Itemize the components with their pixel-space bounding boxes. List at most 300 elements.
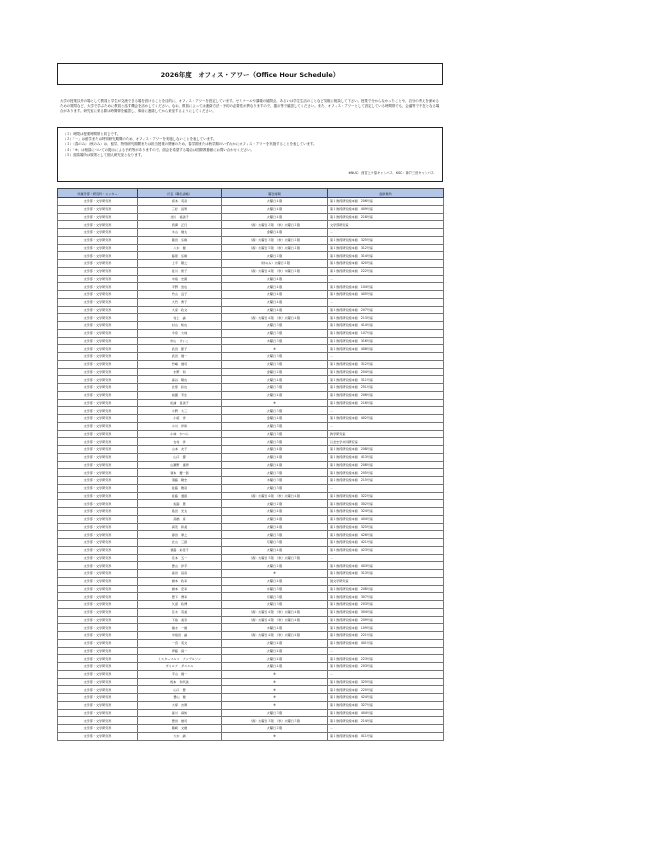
cell-department: 文学部・文学研究科 bbox=[58, 229, 138, 237]
cell-name: 島田 光太 bbox=[138, 508, 222, 516]
cell-location: 第１教授研究館本館 423号室 bbox=[328, 546, 444, 554]
cell-day-time: 火曜日４限 bbox=[222, 523, 328, 531]
table-row bbox=[58, 701, 444, 709]
table-row bbox=[58, 283, 444, 291]
cell-location: 第１教授研究館本館 316号室 bbox=[328, 337, 444, 345]
table-row bbox=[58, 314, 444, 322]
table-row bbox=[58, 453, 444, 461]
table-row bbox=[58, 531, 444, 539]
cell-name: 大木 誠 bbox=[138, 732, 222, 740]
cell-department: 文学部・文学研究科 bbox=[58, 213, 138, 221]
table-row bbox=[58, 492, 444, 500]
cell-location: 第１教授研究館本館 216号室 bbox=[328, 399, 444, 407]
cell-location: 第１教授研究館本館 223号室 bbox=[328, 655, 444, 663]
table-row bbox=[58, 477, 444, 485]
cell-day-time: 火曜日２限 bbox=[222, 725, 328, 733]
table-row bbox=[58, 438, 444, 446]
cell-name: 大竹 勇子 bbox=[138, 298, 222, 306]
table-row bbox=[58, 562, 444, 570]
table-row bbox=[58, 709, 444, 717]
cell-name: 須藤 彩佳子 bbox=[138, 546, 222, 554]
cell-department: 文学部・文学研究科 bbox=[58, 632, 138, 640]
header-location: 面談場所 bbox=[328, 189, 444, 198]
cell-location: 第１教授研究館本館 327号室 bbox=[328, 701, 444, 709]
cell-location: 第１教授研究館本館 206号室 bbox=[328, 198, 444, 206]
cell-name: 高橋 彦 bbox=[138, 515, 222, 523]
cell-location: 第１教授研究館本館 403号室 bbox=[328, 562, 444, 570]
cell-day-time: 火曜日２限 bbox=[222, 562, 328, 570]
cell-name: 中島 史朗 bbox=[138, 275, 222, 283]
table-row bbox=[58, 407, 444, 415]
table-row bbox=[58, 570, 444, 578]
cell-day-time: 木曜日３限 bbox=[222, 337, 328, 345]
cell-name: 真茂 和美 bbox=[138, 523, 222, 531]
cell-department: 文学部・文学研究科 bbox=[58, 407, 138, 415]
cell-department: 文学部・文学研究科 bbox=[58, 353, 138, 361]
table-row bbox=[58, 639, 444, 647]
cell-day-time: 火曜日４限 bbox=[222, 639, 328, 647]
cell-location: － bbox=[328, 407, 444, 415]
table-row bbox=[58, 198, 444, 206]
cell-department: 文学部・文学研究科 bbox=[58, 260, 138, 268]
table-row bbox=[58, 593, 444, 601]
cell-location: 第１教授研究館本館 408号室 bbox=[328, 345, 444, 353]
cell-name: 佐藤 雅彦 bbox=[138, 484, 222, 492]
cell-department: 文学部・文学研究科 bbox=[58, 221, 138, 229]
table-row bbox=[58, 291, 444, 299]
table-row bbox=[58, 515, 444, 523]
cell-department: 文学部・文学研究科 bbox=[58, 709, 138, 717]
cell-department: 文学部・文学研究科 bbox=[58, 601, 138, 609]
cell-name: 北山 三郎 bbox=[138, 539, 222, 547]
table-row bbox=[58, 585, 444, 593]
cell-department: 文学部・文学研究科 bbox=[58, 283, 138, 291]
cell-location: 第１教授研究館本館 414号室 bbox=[328, 322, 444, 330]
cell-location: 第１教授研究館本館 206号室 bbox=[328, 391, 444, 399]
cell-name: 楠木 一雄 bbox=[138, 624, 222, 632]
cell-location: 第１教授研究館本館 208号室 bbox=[328, 585, 444, 593]
cell-location: 第１教授研究館本館 322号室 bbox=[328, 492, 444, 500]
table-row bbox=[58, 523, 444, 531]
cell-name: 橋本 政幸 bbox=[138, 577, 222, 585]
table-row bbox=[58, 647, 444, 655]
cell-name: 今泉 大地 bbox=[138, 329, 222, 337]
cell-department: 文学部・文学研究科 bbox=[58, 430, 138, 438]
cell-department: 文学部・文学研究科 bbox=[58, 647, 138, 655]
cell-location: － bbox=[328, 275, 444, 283]
cell-day-time: ※ bbox=[222, 670, 328, 678]
table-row bbox=[58, 446, 444, 454]
table-row bbox=[58, 725, 444, 733]
cell-day-time: 火曜日２限 bbox=[222, 252, 328, 260]
table-row bbox=[58, 601, 444, 609]
table-row bbox=[58, 221, 444, 229]
cell-day-time: 火曜日４限 bbox=[222, 275, 328, 283]
cell-day-time: 火曜日４限 bbox=[222, 391, 328, 399]
cell-location: 第１教授研究館本館 402号室 bbox=[328, 415, 444, 423]
cell-name: 豊下 博幸 bbox=[138, 593, 222, 601]
cell-name: 水野 和 bbox=[138, 368, 222, 376]
cell-location: 第１教授研究館本館 312号室 bbox=[328, 244, 444, 252]
cell-location: － bbox=[328, 725, 444, 733]
cell-department: 文学部・文学研究科 bbox=[58, 670, 138, 678]
cell-day-time: 火曜日５限 bbox=[222, 422, 328, 430]
cell-name: ガリルア ダニエル bbox=[138, 663, 222, 671]
cell-day-time: （春）火曜日４限 （秋）火曜日４限 bbox=[222, 314, 328, 322]
cell-department: 文学部・文学研究科 bbox=[58, 678, 138, 686]
table-header-row bbox=[58, 189, 444, 198]
table-row bbox=[58, 422, 444, 430]
cell-department: 文学部・文学研究科 bbox=[58, 360, 138, 368]
cell-location: 以北史学共同研究室 bbox=[328, 438, 444, 446]
table-row bbox=[58, 469, 444, 477]
table-row bbox=[58, 732, 444, 740]
cell-location: 第１教授研究館本館 218号室 bbox=[328, 213, 444, 221]
cell-department: 文学部・文学研究科 bbox=[58, 701, 138, 709]
cell-department: 文学部・文学研究科 bbox=[58, 577, 138, 585]
cell-location: － bbox=[328, 670, 444, 678]
cell-department: 文学部・文学研究科 bbox=[58, 244, 138, 252]
cell-name: 八木 健 bbox=[138, 244, 222, 252]
table-row bbox=[58, 616, 444, 624]
cell-day-time: 火曜日４限 bbox=[222, 198, 328, 206]
cell-day-time: 火曜日４限 bbox=[222, 546, 328, 554]
cell-name: 佐藤 寛 bbox=[138, 500, 222, 508]
cell-location: 第１教授研究館本館 409号室 bbox=[328, 205, 444, 213]
cell-department: 文学部・文学研究科 bbox=[58, 608, 138, 616]
cell-day-time: 金曜日４限 bbox=[222, 415, 328, 423]
cell-department: 文学部・文学研究科 bbox=[58, 469, 138, 477]
table-row bbox=[58, 577, 444, 585]
header-name: 氏名（職名省略） bbox=[138, 189, 222, 198]
cell-location: 第１教授研究館本館 208号室 bbox=[328, 461, 444, 469]
cell-department: 文学部・文学研究科 bbox=[58, 655, 138, 663]
cell-name: 平野 浩也 bbox=[138, 283, 222, 291]
cell-name: 熊本 和代美 bbox=[138, 678, 222, 686]
cell-location: 第１教授研究館本館 222号室 bbox=[328, 267, 444, 275]
table-row bbox=[58, 399, 444, 407]
table-row bbox=[58, 670, 444, 678]
cell-day-time: 金曜日４限 bbox=[222, 229, 328, 237]
cell-location: 第１教授研究館本館 413号室 bbox=[328, 453, 444, 461]
office-hour-table bbox=[57, 188, 444, 741]
table-row bbox=[58, 236, 444, 244]
cell-name: 須藤 隆史 bbox=[138, 477, 222, 485]
table-row bbox=[58, 624, 444, 632]
cell-day-time: 火曜日４限 bbox=[222, 577, 328, 585]
cell-department: 文学部・文学研究科 bbox=[58, 546, 138, 554]
cell-department: 文学部・文学研究科 bbox=[58, 508, 138, 516]
cell-location: － bbox=[328, 229, 444, 237]
cell-department: 文学部・文学研究科 bbox=[58, 322, 138, 330]
note-item: （５）面談場所は原則として個人研究室となります。 bbox=[63, 152, 145, 157]
cell-location: － bbox=[328, 647, 444, 655]
cell-day-time: （春）火曜日３限 （秋）火曜日３限 bbox=[222, 717, 328, 725]
cell-department: 文学部・文学研究科 bbox=[58, 337, 138, 345]
cell-name: 伊藤 真一 bbox=[138, 647, 222, 655]
cell-day-time: 火曜日４限 bbox=[222, 446, 328, 454]
cell-day-time: 火曜日４限 bbox=[222, 663, 328, 671]
cell-name: 北原 鈴也 bbox=[138, 384, 222, 392]
cell-name: 森谷 陽也 bbox=[138, 376, 222, 384]
table-row bbox=[58, 298, 444, 306]
cell-location: 第１教授研究館本館 304号室 bbox=[328, 608, 444, 616]
cell-name: 上平 陽之 bbox=[138, 260, 222, 268]
cell-day-time: 火曜日４限 bbox=[222, 298, 328, 306]
table-row bbox=[58, 694, 444, 702]
cell-name: 佐藤 道郎 bbox=[138, 492, 222, 500]
cell-department: 文学部・文学研究科 bbox=[58, 461, 138, 469]
cell-department: 文学部・文学研究科 bbox=[58, 329, 138, 337]
cell-location: 第１教授研究館本館 213号室 bbox=[328, 314, 444, 322]
cell-location: 第１教授研究館本館 313号室 bbox=[328, 570, 444, 578]
cell-name: 山口 豊 bbox=[138, 686, 222, 694]
cell-department: 文学部・文学研究科 bbox=[58, 267, 138, 275]
table-row bbox=[58, 260, 444, 268]
cell-department: 文学部・文学研究科 bbox=[58, 500, 138, 508]
table-row bbox=[58, 717, 444, 725]
cell-department: 文学部・文学研究科 bbox=[58, 477, 138, 485]
cell-day-time: ※ bbox=[222, 399, 328, 407]
cell-location: 第１教授研究館本館 312号室 bbox=[328, 360, 444, 368]
cell-department: 文学部・文学研究科 bbox=[58, 616, 138, 624]
cell-department: 文学部・文学研究科 bbox=[58, 236, 138, 244]
cell-location: 第１教授研究館本館 221号室 bbox=[328, 632, 444, 640]
cell-name: 坂本 英彦 bbox=[138, 198, 222, 206]
cell-name: 山本 友子 bbox=[138, 446, 222, 454]
cell-name: 西澤 正行 bbox=[138, 221, 222, 229]
cell-day-time: 木曜日３限 bbox=[222, 477, 328, 485]
cell-name: 武田 健一 bbox=[138, 353, 222, 361]
cell-department: 文学部・文学研究科 bbox=[58, 345, 138, 353]
cell-day-time: 水曜日５限 bbox=[222, 585, 328, 593]
cell-name: ミスターマルコ アンデルソン bbox=[138, 655, 222, 663]
cell-day-time: 火曜日３限 bbox=[222, 384, 328, 392]
cell-location: 教学研究室 bbox=[328, 430, 444, 438]
cell-day-time: 火曜日４限 bbox=[222, 283, 328, 291]
cell-day-time: ※ bbox=[222, 732, 328, 740]
page-title: 2026年度 オフィス・アワー（Office Hour Schedule） bbox=[57, 63, 443, 85]
table-row bbox=[58, 500, 444, 508]
cell-name: 篠田 弘樹 bbox=[138, 236, 222, 244]
cell-department: 文学部・文学研究科 bbox=[58, 562, 138, 570]
table-row bbox=[58, 539, 444, 547]
cell-location: 第１教授研究館本館 204号室 bbox=[328, 368, 444, 376]
cell-location: 第１教授研究館本館 209号室 bbox=[328, 616, 444, 624]
table-body bbox=[58, 198, 444, 741]
cell-day-time: 火曜日３限 bbox=[222, 430, 328, 438]
cell-name: 篠崎 文雄 bbox=[138, 725, 222, 733]
table-row bbox=[58, 508, 444, 516]
cell-department: 文学部・文学研究科 bbox=[58, 275, 138, 283]
table-row bbox=[58, 678, 444, 686]
note-item: （４）「※」は相談についての掲示による予約等がありますので、面会を希望する場合は国際教養館にお問い合わせください。 bbox=[63, 147, 254, 152]
cell-name: 武田 節子 bbox=[138, 345, 222, 353]
table-row bbox=[58, 306, 444, 314]
cell-location: 第１教授研究館本館 405号室 bbox=[328, 291, 444, 299]
cell-name: 小野 大三 bbox=[138, 407, 222, 415]
cell-day-time: 火曜日３限 bbox=[222, 469, 328, 477]
cell-day-time: ※ bbox=[222, 701, 328, 709]
cell-name: 花本 五一 bbox=[138, 554, 222, 562]
table-row bbox=[58, 608, 444, 616]
cell-location: 第１教授研究館本館 401号室 bbox=[328, 639, 444, 647]
cell-department: 文学部・文学研究科 bbox=[58, 523, 138, 531]
cell-day-time: 火曜日４限 bbox=[222, 205, 328, 213]
table-row bbox=[58, 229, 444, 237]
cell-department: 文学部・文学研究科 bbox=[58, 624, 138, 632]
cell-location: 第１教授研究館本館 251号室 bbox=[328, 384, 444, 392]
cell-name: 春田 厚之 bbox=[138, 531, 222, 539]
cell-location: 第１教授研究館本館 314号室 bbox=[328, 252, 444, 260]
table-row bbox=[58, 376, 444, 384]
table-row bbox=[58, 244, 444, 252]
cell-department: 文学部・文学研究科 bbox=[58, 446, 138, 454]
cell-day-time: 火曜日５限 bbox=[222, 438, 328, 446]
cell-location: 第１教授研究館本館 207号室 bbox=[328, 306, 444, 314]
cell-location: 第１教授研究館本館 109号室 bbox=[328, 624, 444, 632]
cell-name: 豊田 雄司 bbox=[138, 717, 222, 725]
table-row bbox=[58, 415, 444, 423]
cell-day-time: 火曜日３限 bbox=[222, 709, 328, 717]
table-row bbox=[58, 391, 444, 399]
note-item: （１）時限は授業時間帯と同じです。 bbox=[63, 132, 121, 136]
cell-department: 文学部・文学研究科 bbox=[58, 585, 138, 593]
cell-day-time: 火曜日４限 bbox=[222, 515, 328, 523]
note-item: （３）（春のみ）（秋のみ）は、留学、特別研究期間または担当授業の関係のため、春学期または秋学期のいずれかにオフィス・アワーを実施することを表しています。 bbox=[63, 142, 317, 147]
cell-name: 竹山 良子 bbox=[138, 291, 222, 299]
cell-location: 第１教授研究館本館 107号室 bbox=[328, 329, 444, 337]
cell-location: 第１教授研究館本館 205号室 bbox=[328, 469, 444, 477]
cell-location: 第１教授研究館本館 420号室 bbox=[328, 260, 444, 268]
cell-name: 山瀬野 康男 bbox=[138, 461, 222, 469]
cell-department: 文学部・文学研究科 bbox=[58, 438, 138, 446]
cell-day-time: （秋のみ）火曜日２限 bbox=[222, 260, 328, 268]
cell-department: 文学部・文学研究科 bbox=[58, 422, 138, 430]
cell-department: 文学部・文学研究科 bbox=[58, 205, 138, 213]
table-row bbox=[58, 484, 444, 492]
cell-location: － bbox=[328, 554, 444, 562]
cell-department: 文学部・文学研究科 bbox=[58, 484, 138, 492]
table-row bbox=[58, 322, 444, 330]
cell-name: 森田 昌彦 bbox=[138, 570, 222, 578]
cell-name: 市山 けいこ bbox=[138, 337, 222, 345]
cell-location: 第１教授研究館本館 203号室 bbox=[328, 663, 444, 671]
cell-name: 村山 知也 bbox=[138, 322, 222, 330]
table-row bbox=[58, 632, 444, 640]
cell-location: 第１教授研究館本館 325号室 bbox=[328, 523, 444, 531]
cell-location: 第１教授研究館本館 426号室 bbox=[328, 531, 444, 539]
cell-name: 村上 諭 bbox=[138, 314, 222, 322]
cell-name: 山口 優 bbox=[138, 453, 222, 461]
header-department: 所属学部・研究科・センター bbox=[58, 189, 138, 198]
cell-location: 第１教授研究館本館 421号室 bbox=[328, 539, 444, 547]
cell-day-time: （春）火曜日４限 （秋）火曜日４限 bbox=[222, 632, 328, 640]
cell-department: 文学部・文学研究科 bbox=[58, 298, 138, 306]
cell-name: 豊山 洋平 bbox=[138, 562, 222, 570]
cell-day-time: ※ bbox=[222, 345, 328, 353]
cell-department: 文学部・文学研究科 bbox=[58, 732, 138, 740]
cell-day-time: 火曜日４限 bbox=[222, 376, 328, 384]
cell-day-time: 火曜日４限 bbox=[222, 306, 328, 314]
table-row bbox=[58, 252, 444, 260]
cell-day-time: 火曜日３限 bbox=[222, 360, 328, 368]
table-row bbox=[58, 345, 444, 353]
cell-location: 第１教授研究館本館 324号室 bbox=[328, 508, 444, 516]
cell-name: 松浦 直美子 bbox=[138, 399, 222, 407]
cell-location: 国文学研究室 bbox=[328, 577, 444, 585]
cell-department: 文学部・文学研究科 bbox=[58, 694, 138, 702]
cell-name: 藤原 弘樹 bbox=[138, 252, 222, 260]
cell-name: 佐川 智子 bbox=[138, 267, 222, 275]
cell-day-time: 火曜日３限 bbox=[222, 322, 328, 330]
cell-location: 第１教授研究館本館 302号室 bbox=[328, 500, 444, 508]
notes-box bbox=[57, 127, 443, 182]
cell-location: 第１教授研究館本館 203号室 bbox=[328, 601, 444, 609]
table-row bbox=[58, 360, 444, 368]
cell-name: 下島 美奈 bbox=[138, 616, 222, 624]
cell-name: 豊山 健 bbox=[138, 694, 222, 702]
cell-day-time: （春）火曜日２限 （秋）火曜日２限 bbox=[222, 221, 328, 229]
cell-day-time: ※ bbox=[222, 570, 328, 578]
table-row bbox=[58, 655, 444, 663]
table-row bbox=[58, 267, 444, 275]
cell-department: 文学部・文学研究科 bbox=[58, 391, 138, 399]
cell-name: 須本 慶一郎 bbox=[138, 469, 222, 477]
cell-department: 文学部・文学研究科 bbox=[58, 314, 138, 322]
table-row bbox=[58, 205, 444, 213]
cell-day-time: 火曜日２限 bbox=[222, 500, 328, 508]
cell-day-time: 月曜日３限 bbox=[222, 593, 328, 601]
cell-location: 第１教授研究館本館 220号室 bbox=[328, 686, 444, 694]
header-day-time: 曜日時間 bbox=[222, 189, 328, 198]
cell-location: － bbox=[328, 422, 444, 430]
cell-day-time: 火曜日４限 bbox=[222, 461, 328, 469]
cell-location: － bbox=[328, 298, 444, 306]
cell-location: 第１教授研究館本館 411号室 bbox=[328, 732, 444, 740]
cell-location: 第１教授研究館本館 325号室 bbox=[328, 678, 444, 686]
cell-department: 文学部・文学研究科 bbox=[58, 453, 138, 461]
cell-day-time: （春）火曜日４限 （秋）火曜日４限 bbox=[222, 492, 328, 500]
cell-day-time: 火曜日３限 bbox=[222, 531, 328, 539]
cell-day-time: 火曜日４限 bbox=[222, 508, 328, 516]
cell-department: 文学部・文学研究科 bbox=[58, 368, 138, 376]
cell-department: 文学部・文学研究科 bbox=[58, 539, 138, 547]
cell-name: 大家 政文 bbox=[138, 306, 222, 314]
campus-note: ※NUC：西宮上ケ原キャンパス KSC：神戸三田キャンパス bbox=[348, 170, 434, 175]
table-row bbox=[58, 461, 444, 469]
cell-location: 第１教授研究館本館 215号室 bbox=[328, 477, 444, 485]
cell-name: 小坂 洋 bbox=[138, 415, 222, 423]
cell-name: 中島田 諭 bbox=[138, 632, 222, 640]
cell-name: 吉村 洋 bbox=[138, 438, 222, 446]
table-row bbox=[58, 554, 444, 562]
cell-day-time: 火曜日４限 bbox=[222, 453, 328, 461]
cell-name: 前園 芳生 bbox=[138, 391, 222, 399]
cell-department: 文学部・文学研究科 bbox=[58, 554, 138, 562]
cell-department: 文学部・文学研究科 bbox=[58, 384, 138, 392]
cell-department: 文学部・文学研究科 bbox=[58, 570, 138, 578]
cell-day-time: 木曜日４限 bbox=[222, 624, 328, 632]
cell-department: 文学部・文学研究科 bbox=[58, 639, 138, 647]
cell-name: 花木 英美 bbox=[138, 608, 222, 616]
cell-day-time: 火曜日３限 bbox=[222, 353, 328, 361]
table-row bbox=[58, 384, 444, 392]
cell-name: 大塚 吉貴 bbox=[138, 701, 222, 709]
table-row bbox=[58, 353, 444, 361]
cell-location: 第１教授研究館本館 307号室 bbox=[328, 593, 444, 601]
cell-day-time: ※ bbox=[222, 694, 328, 702]
